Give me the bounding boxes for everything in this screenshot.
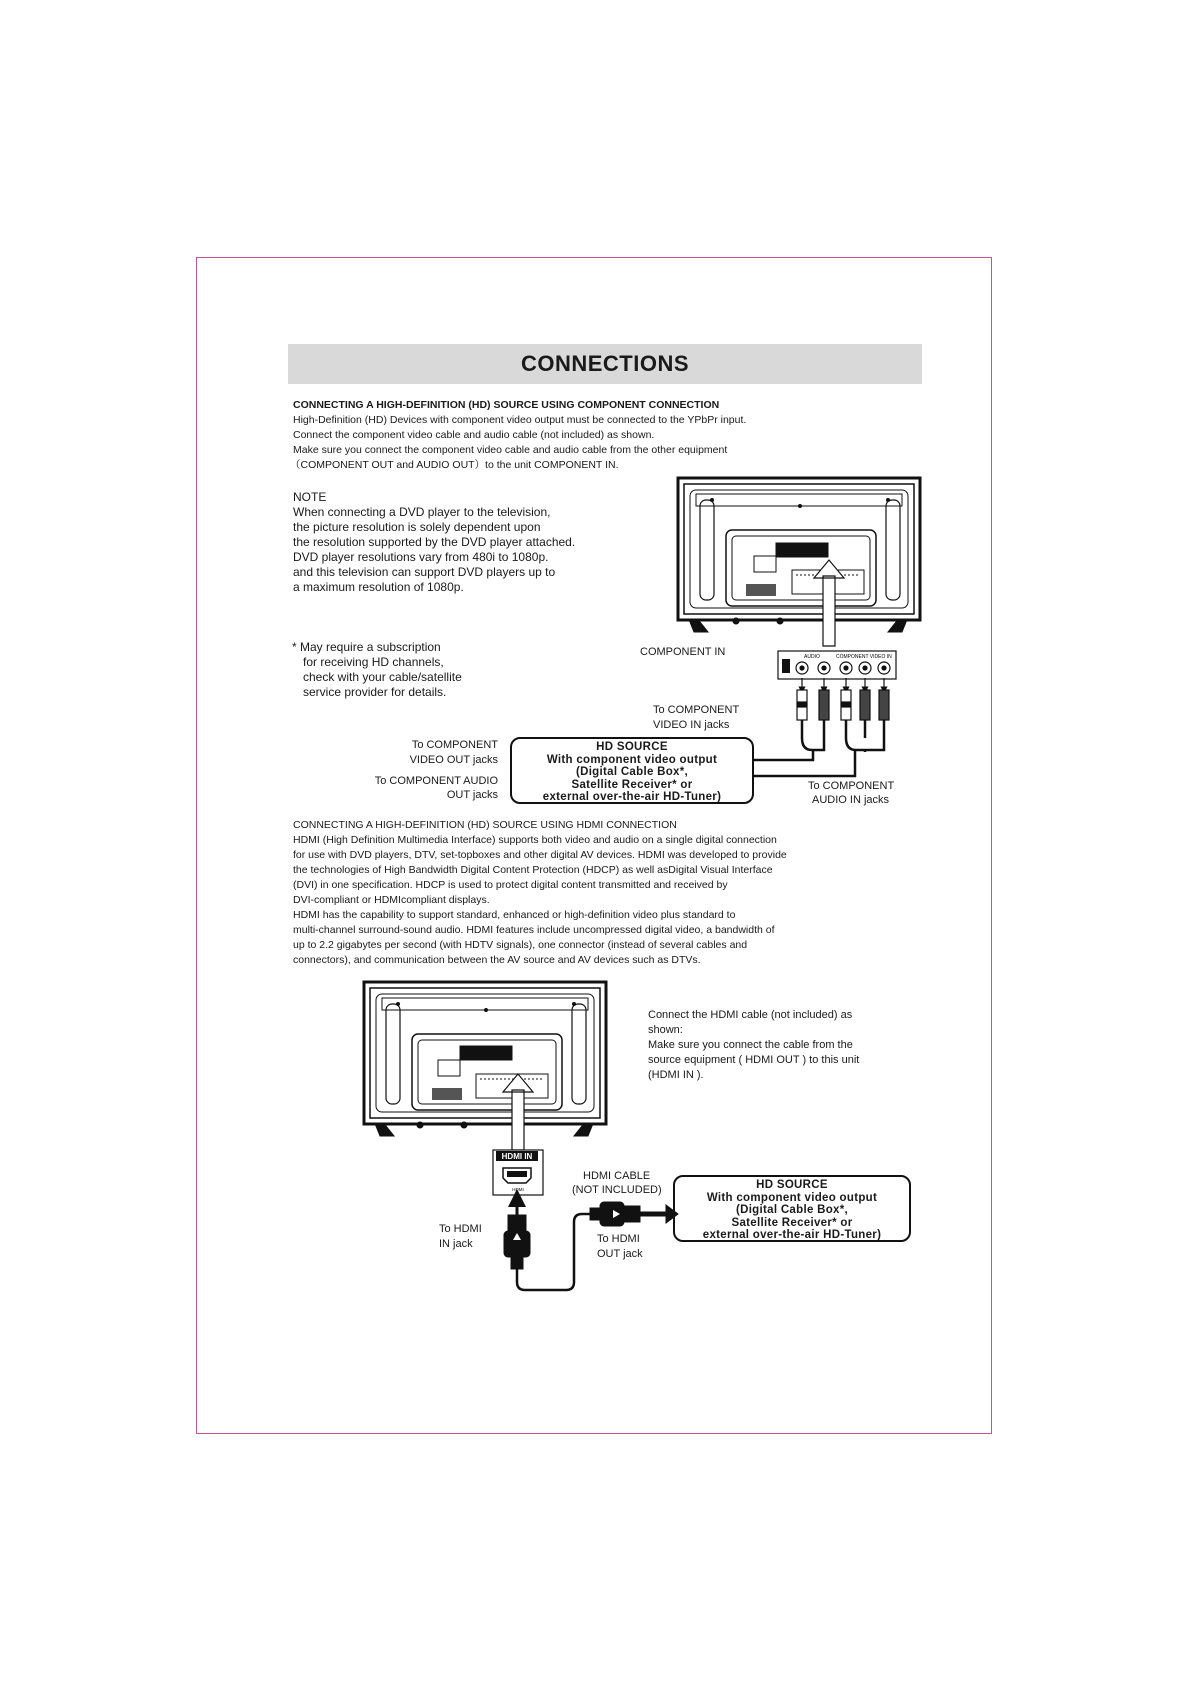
audio-in-label: To COMPONENT [808, 780, 895, 792]
hdmi-line: DVI-compliant or HDMIcompliant displays. [293, 894, 490, 906]
hd-source-line: (Digital Cable Box*, [575, 766, 689, 778]
component-line: High-Definition (HD) Devices with component video output must be connected to the YPbPr input. [293, 414, 747, 426]
hdmi-instruction-line: (HDMI IN ). [648, 1069, 704, 1081]
rca-plugs [797, 678, 889, 738]
subscription-line: * May require a subscription [292, 640, 441, 654]
hd-source-line: external over-the-air HD-Tuner) [542, 791, 722, 803]
note-line: DVD player resolutions vary from 480i to 1080p. [293, 550, 549, 564]
component-heading: CONNECTING A HIGH-DEFINITION (HD) SOURCE USING COMPONENT CONNECTION [293, 399, 720, 411]
audio-in-label: AUDIO IN jacks [812, 794, 890, 806]
video-out-label: VIDEO OUT jacks [409, 754, 498, 766]
hdmi-line: the technologies of High Bandwidth Digital Content Protection (HDCP) as well asDigital Visual Interface [293, 864, 773, 876]
hdmi-instruction-line: Connect the HDMI cable (not included) as [648, 1009, 853, 1021]
hdmi-line: HDMI (High Definition Multimedia Interface) supports both video and audio on a single digital connection [293, 834, 777, 846]
hdmi-line: connectors), and communication between the AV source and AV devices such as DTVs. [293, 954, 701, 966]
note-title: NOTE [293, 490, 327, 504]
audio-out-label: OUT jacks [446, 789, 498, 801]
to-hdmi-out-label: To HDMI [597, 1233, 640, 1245]
hdmi-cable-label: HDMI CABLE [583, 1170, 651, 1182]
note-line: the picture resolution is solely dependent upon [293, 520, 541, 534]
hd-source-line: Satellite Receiver* or [571, 778, 693, 791]
hd-source-line: Satellite Receiver* or [731, 1216, 853, 1229]
hdmi-in-port [493, 1150, 543, 1195]
subscription-line: for receiving HD channels, [303, 655, 444, 669]
component-cables [754, 738, 884, 776]
hdmi-plug-tv [504, 1198, 530, 1269]
subscription-line: check with your cable/satellite [303, 670, 462, 684]
panel-audio-label: AUDIO [804, 654, 820, 660]
component-line: Make sure you connect the component video cable and audio cable from the other equipment [293, 444, 728, 456]
video-out-label: To COMPONENT [411, 739, 498, 751]
video-in-label: VIDEO IN jacks [653, 719, 730, 731]
up-arrow [814, 560, 844, 646]
subscription-line: service provider for details. [303, 685, 447, 699]
hdmi-line: for use with DVD players, DTV, set-topboxes and other digital AV devices. HDMI was developed to provide [293, 849, 787, 861]
hd-source-line: external over-the-air HD-Tuner) [702, 1229, 882, 1241]
hd-source-line: With component video output [706, 1191, 878, 1204]
hd-source-line: HD SOURCE [596, 741, 668, 753]
hdmi-logo: HDMI [512, 1187, 524, 1192]
note-line: When connecting a DVD player to the television, [293, 505, 551, 519]
hdmi-instruction-line: shown: [648, 1024, 683, 1036]
to-hdmi-in-label: IN jack [439, 1238, 473, 1250]
note-line: and this television can support DVD players up to [293, 565, 556, 579]
hdmi-instruction-line: Make sure you connect the cable from the [648, 1039, 853, 1051]
hdmi-line: up to 2.2 gigabytes per second (with HDTV signals), one connector (instead of several cables and [293, 939, 748, 951]
component-in-label: COMPONENT IN [640, 646, 726, 658]
hdmi-line: (DVI) in one specification. HDCP is used to protect digital content transmitted and received by [293, 879, 728, 891]
page-title: CONNECTIONS [520, 351, 690, 376]
hdmi-cable-label: (NOT INCLUDED) [572, 1184, 662, 1196]
panel-video-label: COMPONENT VIDEO IN [836, 654, 892, 660]
tv-back-illustration [364, 982, 606, 1136]
hdmi-heading: CONNECTING A HIGH-DEFINITION (HD) SOURCE USING HDMI CONNECTION [293, 819, 677, 831]
hd-source-box [510, 737, 754, 804]
component-line: （COMPONENT OUT and AUDIO OUT）to the unit COMPONENT IN. [290, 459, 619, 471]
component-line: Connect the component video cable and audio cable (not included) as shown. [293, 429, 655, 441]
hd-source-line: HD SOURCE [756, 1179, 828, 1191]
hdmi-line: HDMI has the capability to support standard, enhanced or high-definition video plus standard to [293, 909, 736, 921]
tv-back-illustration [678, 478, 920, 632]
hdmi-plug-source [590, 1202, 678, 1226]
hdmi-line: multi-channel surround-sound audio. HDMI features include uncompressed digital video, a bandwidth of [293, 924, 775, 936]
hd-source-box [673, 1175, 911, 1242]
to-hdmi-out-label: OUT jack [597, 1248, 643, 1260]
to-hdmi-in-label: To HDMI [439, 1223, 482, 1235]
audio-out-label: To COMPONENT AUDIO [374, 775, 498, 787]
video-in-label: To COMPONENT [653, 704, 740, 716]
hdmi-in-tag: HDMI IN [501, 1152, 533, 1161]
note-line: a maximum resolution of 1080p. [293, 580, 464, 594]
note-line: the resolution supported by the DVD player attached. [293, 535, 576, 549]
hdmi-instruction-line: source equipment ( HDMI OUT ) to this unit [648, 1054, 860, 1066]
hd-source-line: (Digital Cable Box*, [735, 1204, 849, 1216]
hd-source-line: With component video output [546, 753, 718, 766]
